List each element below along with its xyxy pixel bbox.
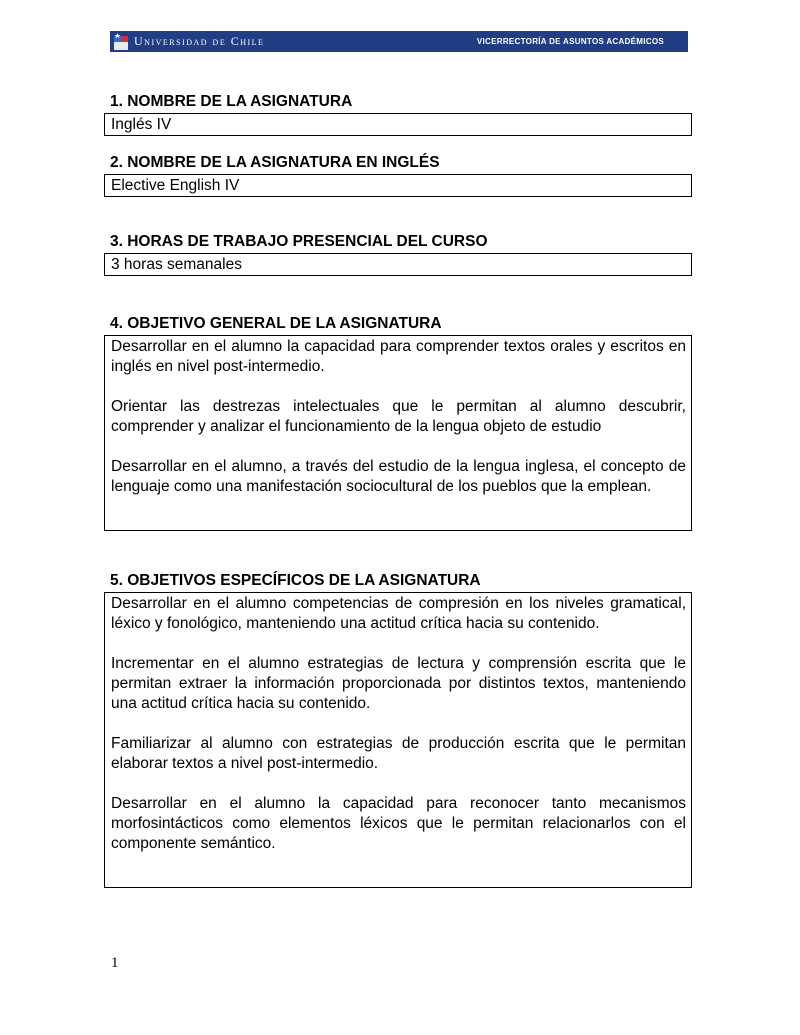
section-5-paragraph: Desarrollar en el alumno la capacidad para reconocer tanto mecanismos morfosintácticos como elementos léxicos que le permitan relacionarlos con el componente semántico. <box>111 795 686 852</box>
section-5-box <box>104 592 692 888</box>
section-5-paragraph: Desarrollar en el alumno competencias de compresión en los niveles gramatical, léxico y fonológico, manteniendo una actitud crítica hacia su contenido. <box>111 595 686 632</box>
section-2-value: Elective English IV <box>111 177 240 194</box>
section-5-paragraph: Familiarizar al alumno con estrategias de producción escrita que le permitan elaborar textos a nivel post-intermedio. <box>111 735 686 772</box>
section-4-paragraph: Orientar las destrezas intelectuales que le permitan al alumno descubrir, comprender y analizar el funcionamiento de la lengua objeto de estudio <box>111 398 686 435</box>
section-3-title: 3. HORAS DE TRABAJO PRESENCIAL DEL CURSO <box>110 233 488 250</box>
section-3-value: 3 horas semanales <box>111 256 242 273</box>
university-name: Universidad de Chile <box>134 34 265 48</box>
page-number: 1 <box>111 955 119 971</box>
header-banner <box>110 31 688 52</box>
section-1-value: Inglés IV <box>111 116 172 133</box>
section-1-box <box>104 113 692 136</box>
section-1-title: 1. NOMBRE DE LA ASIGNATURA <box>110 93 353 110</box>
university-logo <box>110 31 264 52</box>
section-4-paragraph: Desarrollar en el alumno la capacidad para comprender textos orales y escritos en inglés en nivel post-intermedio. <box>111 338 686 375</box>
section-4-title: 4. OBJETIVO GENERAL DE LA ASIGNATURA <box>110 315 442 332</box>
section-3-box <box>104 253 692 276</box>
office-name: VICERRECTORÍA DE ASUNTOS ACADÉMICOS <box>476 37 664 46</box>
section-2-box <box>104 174 692 197</box>
section-4-box <box>104 335 692 531</box>
section-2-title: 2. NOMBRE DE LA ASIGNATURA EN INGLÉS <box>110 154 440 171</box>
section-5-title: 5. OBJETIVOS ESPECÍFICOS DE LA ASIGNATURA <box>110 572 481 589</box>
section-5-paragraph: Incrementar en el alumno estrategias de lectura y comprensión escrita que le permitan extraer la información proporcionada por distintos textos, manteniendo una actitud crítica hacia su contenido. <box>111 655 686 712</box>
crest-icon <box>114 33 128 50</box>
section-4-paragraph: Desarrollar en el alumno, a través del estudio de la lengua inglesa, el concepto de lenguaje como una manifestación sociocultural de los pueblos que la emplean. <box>111 458 686 495</box>
